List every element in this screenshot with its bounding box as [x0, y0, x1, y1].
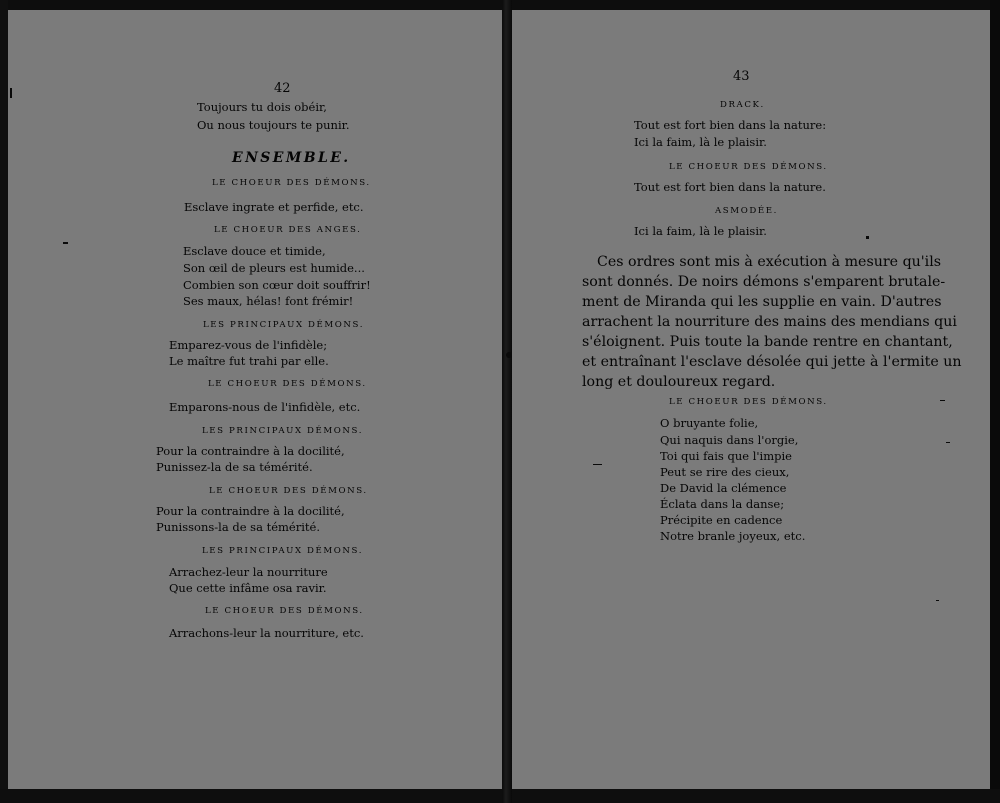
verse-line: Emparons-nous de l'infidèle, etc.	[169, 400, 361, 414]
verse-line: Esclave douce et timide,	[183, 244, 326, 258]
verse-line: Punissons-la de sa témérité.	[156, 520, 320, 534]
verse-line: Éclata dans la danse;	[660, 497, 785, 511]
speaker-heading: LES PRINCIPAUX DÉMONS.	[202, 546, 364, 556]
speaker-heading: LE CHOEUR DES DÉMONS.	[669, 162, 828, 172]
verse-line: Peut se rire des cieux,	[660, 465, 790, 479]
verse-line: Combien son cœur doit souffrir!	[183, 278, 371, 292]
verse-line: Tout est fort bien dans la nature.	[634, 180, 826, 194]
verse-line: Toujours tu dois obéir,	[197, 100, 327, 114]
verse-line: Notre branle joyeux, etc.	[660, 529, 806, 543]
stage-direction-line: sont donnés. De noirs démons s'emparent brutale-	[582, 274, 946, 290]
verse-line: Pour la contraindre à la docilité,	[156, 504, 345, 518]
verse-line: Tout est fort bien dans la nature:	[634, 118, 827, 132]
speaker-heading: LE CHOEUR DES DÉMONS.	[205, 606, 364, 616]
scan-speck	[940, 400, 945, 401]
scan-edge-left	[0, 0, 8, 803]
scan-speck	[506, 352, 512, 358]
speaker-heading: LE CHOEUR DES DÉMONS.	[208, 379, 367, 389]
stage-direction-line: ment de Miranda qui les supplie en vain. D'autres	[582, 294, 942, 310]
verse-line: Ici la faim, là le plaisir.	[634, 224, 767, 238]
stage-direction-line: s'éloignent. Puis toute la bande rentre en chantant,	[582, 334, 953, 350]
verse-line: Ou nous toujours te punir.	[197, 118, 350, 132]
scan-speck	[866, 236, 869, 239]
speaker-heading: ASMODÉE.	[715, 206, 778, 216]
verse-line: Emparez-vous de l'infidèle;	[169, 338, 328, 352]
stage-direction-line: long et douloureux regard.	[582, 374, 776, 390]
speaker-heading: LES PRINCIPAUX DÉMONS.	[203, 320, 365, 330]
verse-line: Punissez-la de sa témérité.	[156, 460, 313, 474]
verse-line: O bruyante folie,	[660, 416, 759, 430]
scan-speck	[10, 88, 12, 98]
verse-line: De David la clémence	[660, 481, 787, 495]
scan-speck	[946, 442, 950, 443]
stage-direction-line: Ces ordres sont mis à exécution à mesure qu'ils	[597, 254, 942, 270]
scan-speck	[63, 242, 68, 244]
speaker-heading: DRACK.	[720, 100, 765, 110]
scan-edge-right	[990, 0, 1000, 803]
page-number: 42	[274, 81, 291, 96]
speaker-heading: LE CHOEUR DES DÉMONS.	[212, 178, 371, 188]
scan-edge-bottom	[0, 789, 1000, 803]
verse-line: Ici la faim, là le plaisir.	[634, 135, 767, 149]
verse-line: Arrachons-leur la nourriture, etc.	[169, 626, 364, 640]
verse-line: Esclave ingrate et perfide, etc.	[184, 200, 364, 214]
speaker-heading: LE CHOEUR DES DÉMONS.	[669, 397, 828, 407]
section-heading: ENSEMBLE.	[232, 150, 351, 166]
verse-line: Qui naquis dans l'orgie,	[660, 433, 799, 447]
scan-speck	[936, 600, 939, 601]
book-gutter	[502, 0, 512, 803]
verse-line: Arrachez-leur la nourriture	[169, 565, 328, 579]
speaker-heading: LES PRINCIPAUX DÉMONS.	[202, 426, 364, 436]
verse-line: Que cette infâme osa ravir.	[169, 581, 327, 595]
verse-line: Son œil de pleurs est humide...	[183, 261, 365, 275]
speaker-heading: LE CHOEUR DES ANGES.	[214, 225, 362, 235]
stage-direction-line: et entraînant l'esclave désolée qui jette à l'ermite un	[582, 354, 962, 370]
verse-line: Ses maux, hélas! font frémir!	[183, 294, 354, 308]
verse-line: Le maître fut trahi par elle.	[169, 354, 329, 368]
verse-line: Pour la contraindre à la docilité,	[156, 444, 345, 458]
speaker-heading: LE CHOEUR DES DÉMONS.	[209, 486, 368, 496]
verse-line: Précipite en cadence	[660, 513, 783, 527]
page-number: 43	[733, 69, 750, 84]
stage-direction-line: arrachent la nourriture des mains des mendians qui	[582, 314, 957, 330]
verse-line: Toi qui fais que l'impie	[660, 449, 792, 463]
scan-speck	[593, 464, 602, 465]
